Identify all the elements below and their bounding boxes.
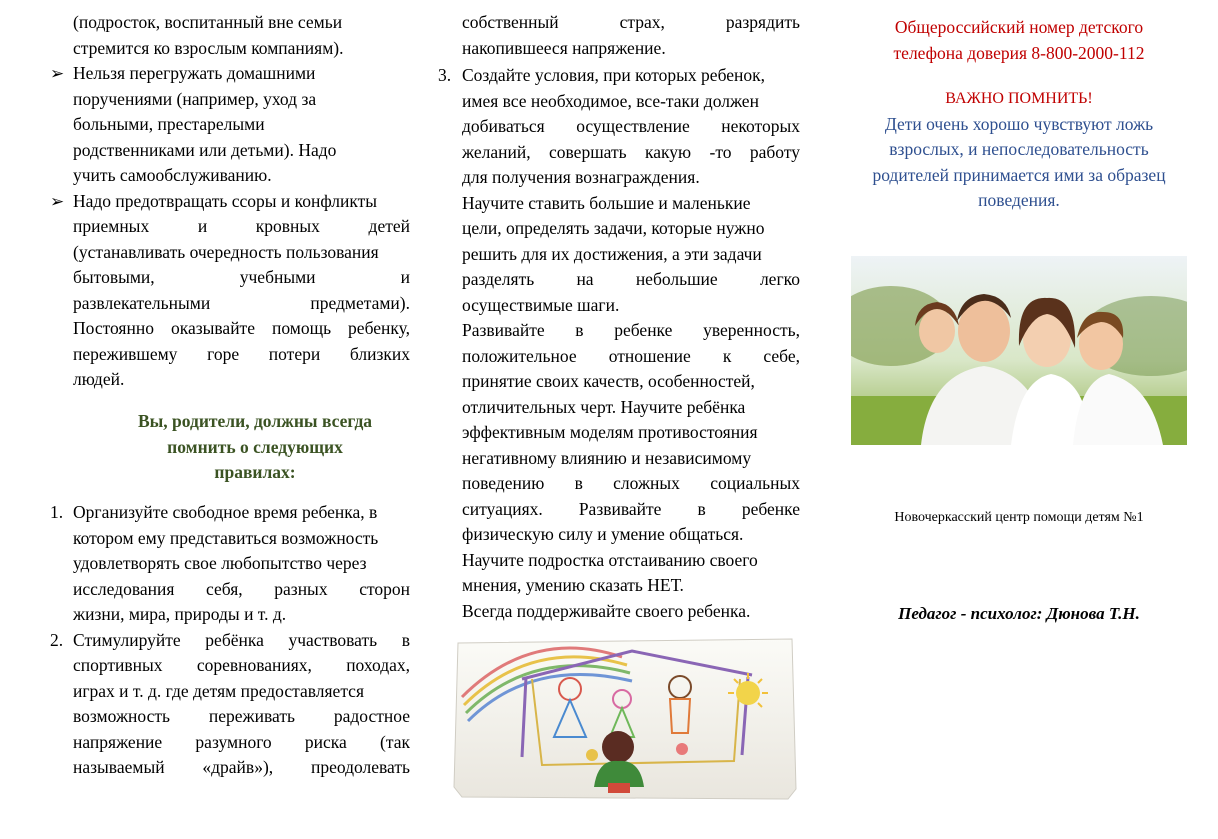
text-line [462,344,800,370]
word: напряжение [73,731,163,752]
text-line: Всегда поддерживайте своего ребенка. [462,600,751,621]
word: легко [759,269,800,289]
word: приемных [73,216,150,236]
text-line [462,318,800,344]
text-line: Научите ставить большие и маленькие [462,192,751,213]
word: пережившему [73,343,178,364]
word: себе, [763,345,800,366]
word: на [576,269,594,289]
word: совершать [549,141,627,162]
word: возможность [73,706,170,726]
word: разумного [195,731,272,752]
word: желаний, [462,141,531,162]
important-line: родителей принимается ими за образец [872,164,1166,185]
heading-line: Вы, родители, должны всегда [137,411,373,431]
text-line: имея все необходимое, все-таки должен [462,90,759,111]
word: ребенку, [348,318,410,338]
text-line [73,316,410,342]
text-line: поручениями (например, уход за [73,88,317,109]
numbered-list [50,500,410,781]
word: осуществление [576,116,690,136]
text-line: физическую силу и умение общаться. [462,524,744,544]
text-line: негативному влиянию и независимому [462,447,752,468]
word: разных [274,578,328,599]
text-line: играх и т. д. где детям предоставляется [73,680,364,701]
hotline-line: Общероссийский номер детского [894,17,1144,37]
word: и [197,216,208,236]
arrow-bullet-icon: ➢ [50,191,65,211]
word: какую [645,141,692,162]
text-line: Нельзя перегружать домашними [73,63,316,83]
word: к [722,345,732,366]
word: поведению [462,473,545,493]
word: ребёнка [205,629,264,650]
arrow-bullet-icon: ➢ [50,64,65,83]
bullet-item [50,61,410,189]
list-number: 2. [50,629,64,650]
word: ребенке [614,320,673,340]
text-line: (устанавливать очередность пользования [73,241,379,262]
word: в [574,473,583,493]
word: сложных [613,473,680,493]
center-name: Новочеркасский центр помощи детям №1 [894,510,1144,525]
hotline-line: телефона доверия 8-800-2000-112 [893,42,1145,63]
word: походах, [346,655,410,675]
text-line: родственниками или детьми). Надо [73,139,337,160]
text-line [73,214,410,240]
text-line [462,140,800,166]
important-line: поведения. [978,190,1060,210]
text-line [462,267,800,293]
text-line: принятие своих качеств, особенностей, [462,371,755,391]
numbered-item-3 [438,63,800,624]
text-line: (подросток, воспитанный вне семьи [73,12,343,32]
bullet-item [50,189,410,393]
text-line [73,730,410,756]
word: Развивайте [462,320,545,340]
word: развлекательными [73,292,211,313]
word: радостное [333,706,410,726]
continued-text [462,10,800,61]
word: разделять [462,269,535,289]
word: положительное [462,345,577,366]
word: исследования [73,578,175,599]
word: спортивных [73,655,163,675]
text-line [462,10,800,36]
text-line: цели, определять задачи, которые нужно [462,218,765,238]
word: социальных [710,473,800,493]
text-line: мнения, умению сказать НЕТ. [462,575,684,595]
important-block [848,86,1190,214]
text-line: Создайте условия, при которых ребенок, [462,65,766,85]
word: ситуациях. [462,498,543,519]
important-line: взрослых, и непоследовательность [889,139,1149,159]
word: потери [268,343,321,364]
text-line [462,497,800,523]
word: разрядить [725,12,800,32]
word: преодолевать [310,757,410,777]
text-line: решить для их достижения, а эти задачи [462,243,762,264]
text-line: стремится ко взрослым компаниям). [73,37,344,58]
word: переживать [208,706,295,726]
word: в [697,498,706,519]
bullet-list [50,61,410,393]
text-line: отличительных черт. Научите ребёнка [462,396,746,417]
text-line [73,653,410,679]
word: работу [749,141,800,162]
hotline-block [848,15,1190,66]
text-line: Надо предотвращать ссоры и конфликты [73,190,378,211]
word: участвовать [288,629,378,650]
word: детей [368,216,410,236]
text-line [73,704,410,730]
word: оказывайте [170,318,255,338]
text-line: котором ему представиться возможность [73,527,379,548]
important-line: Дети очень хорошо чувствуют ложь [884,113,1154,134]
word: уверенность, [703,320,800,340]
word: предметами). [310,292,410,313]
text-line: жизни, мира, природы и т. д. [73,604,287,624]
word: соревнованиях, [196,655,312,675]
text-line: эффективным моделям противостояния [462,422,758,442]
list-number: 3. [438,65,452,85]
word: и [400,267,410,287]
text-line: осуществимые шаги. [462,294,620,315]
text-line [73,755,410,781]
word: помощь [271,318,332,338]
word: страх, [619,12,665,32]
word: себя, [206,578,243,599]
word: небольшие [635,269,718,289]
heading-line: правилах: [214,462,296,482]
word: -то [709,141,732,162]
child-drawing-illustration [452,637,798,801]
word: сторон [359,578,410,599]
word: «драйв»), [202,757,274,777]
family-photo [851,256,1187,445]
text-line: учить самообслуживанию. [73,165,272,185]
word: Стимулируйте [73,629,181,650]
text-line [73,577,410,603]
heading-line: помнить о следующих [167,436,343,457]
word: некоторых [721,116,800,136]
text-line: накопившееся напряжение. [462,37,666,58]
numbered-item [50,628,410,781]
numbered-item [50,500,410,628]
word: горе [207,343,240,364]
word: (так [380,731,410,752]
text-line: Научите подростка отстаиванию своего [462,549,758,570]
intro-text [73,10,410,61]
text-line [73,265,410,291]
author-line: Педагог - психолог: Дюнова Т.Н. [898,604,1140,623]
word: близких [349,343,410,364]
text-line [73,291,410,317]
word: ребенке [741,498,800,519]
numbered-item [438,63,800,624]
list-number: 1. [50,502,64,522]
word: риска [304,731,347,752]
word: в [401,629,410,650]
text-line: Организуйте свободное время ребенка, в [73,502,378,522]
text-line [73,628,410,654]
text-line: больными, престарелыми [73,114,265,134]
text-line [73,342,410,368]
word: бытовыми, [73,267,155,287]
rules-heading [110,409,400,486]
word: называемый [73,757,165,777]
word: кровных [255,216,320,236]
word: Развивайте [578,498,662,519]
word: в [575,320,584,340]
word: собственный [462,12,559,32]
word: добиваться [462,116,545,136]
text-line: для получения вознаграждения. [462,167,700,187]
text-line: удовлетворять свое любопытство через [73,553,367,573]
text-line: людей. [73,369,125,389]
word: учебными [239,267,316,287]
important-title: ВАЖНО ПОМНИТЬ! [945,90,1093,107]
text-line [462,471,800,497]
word: Постоянно [73,318,154,338]
text-line [462,114,800,140]
word: отношение [608,345,691,366]
